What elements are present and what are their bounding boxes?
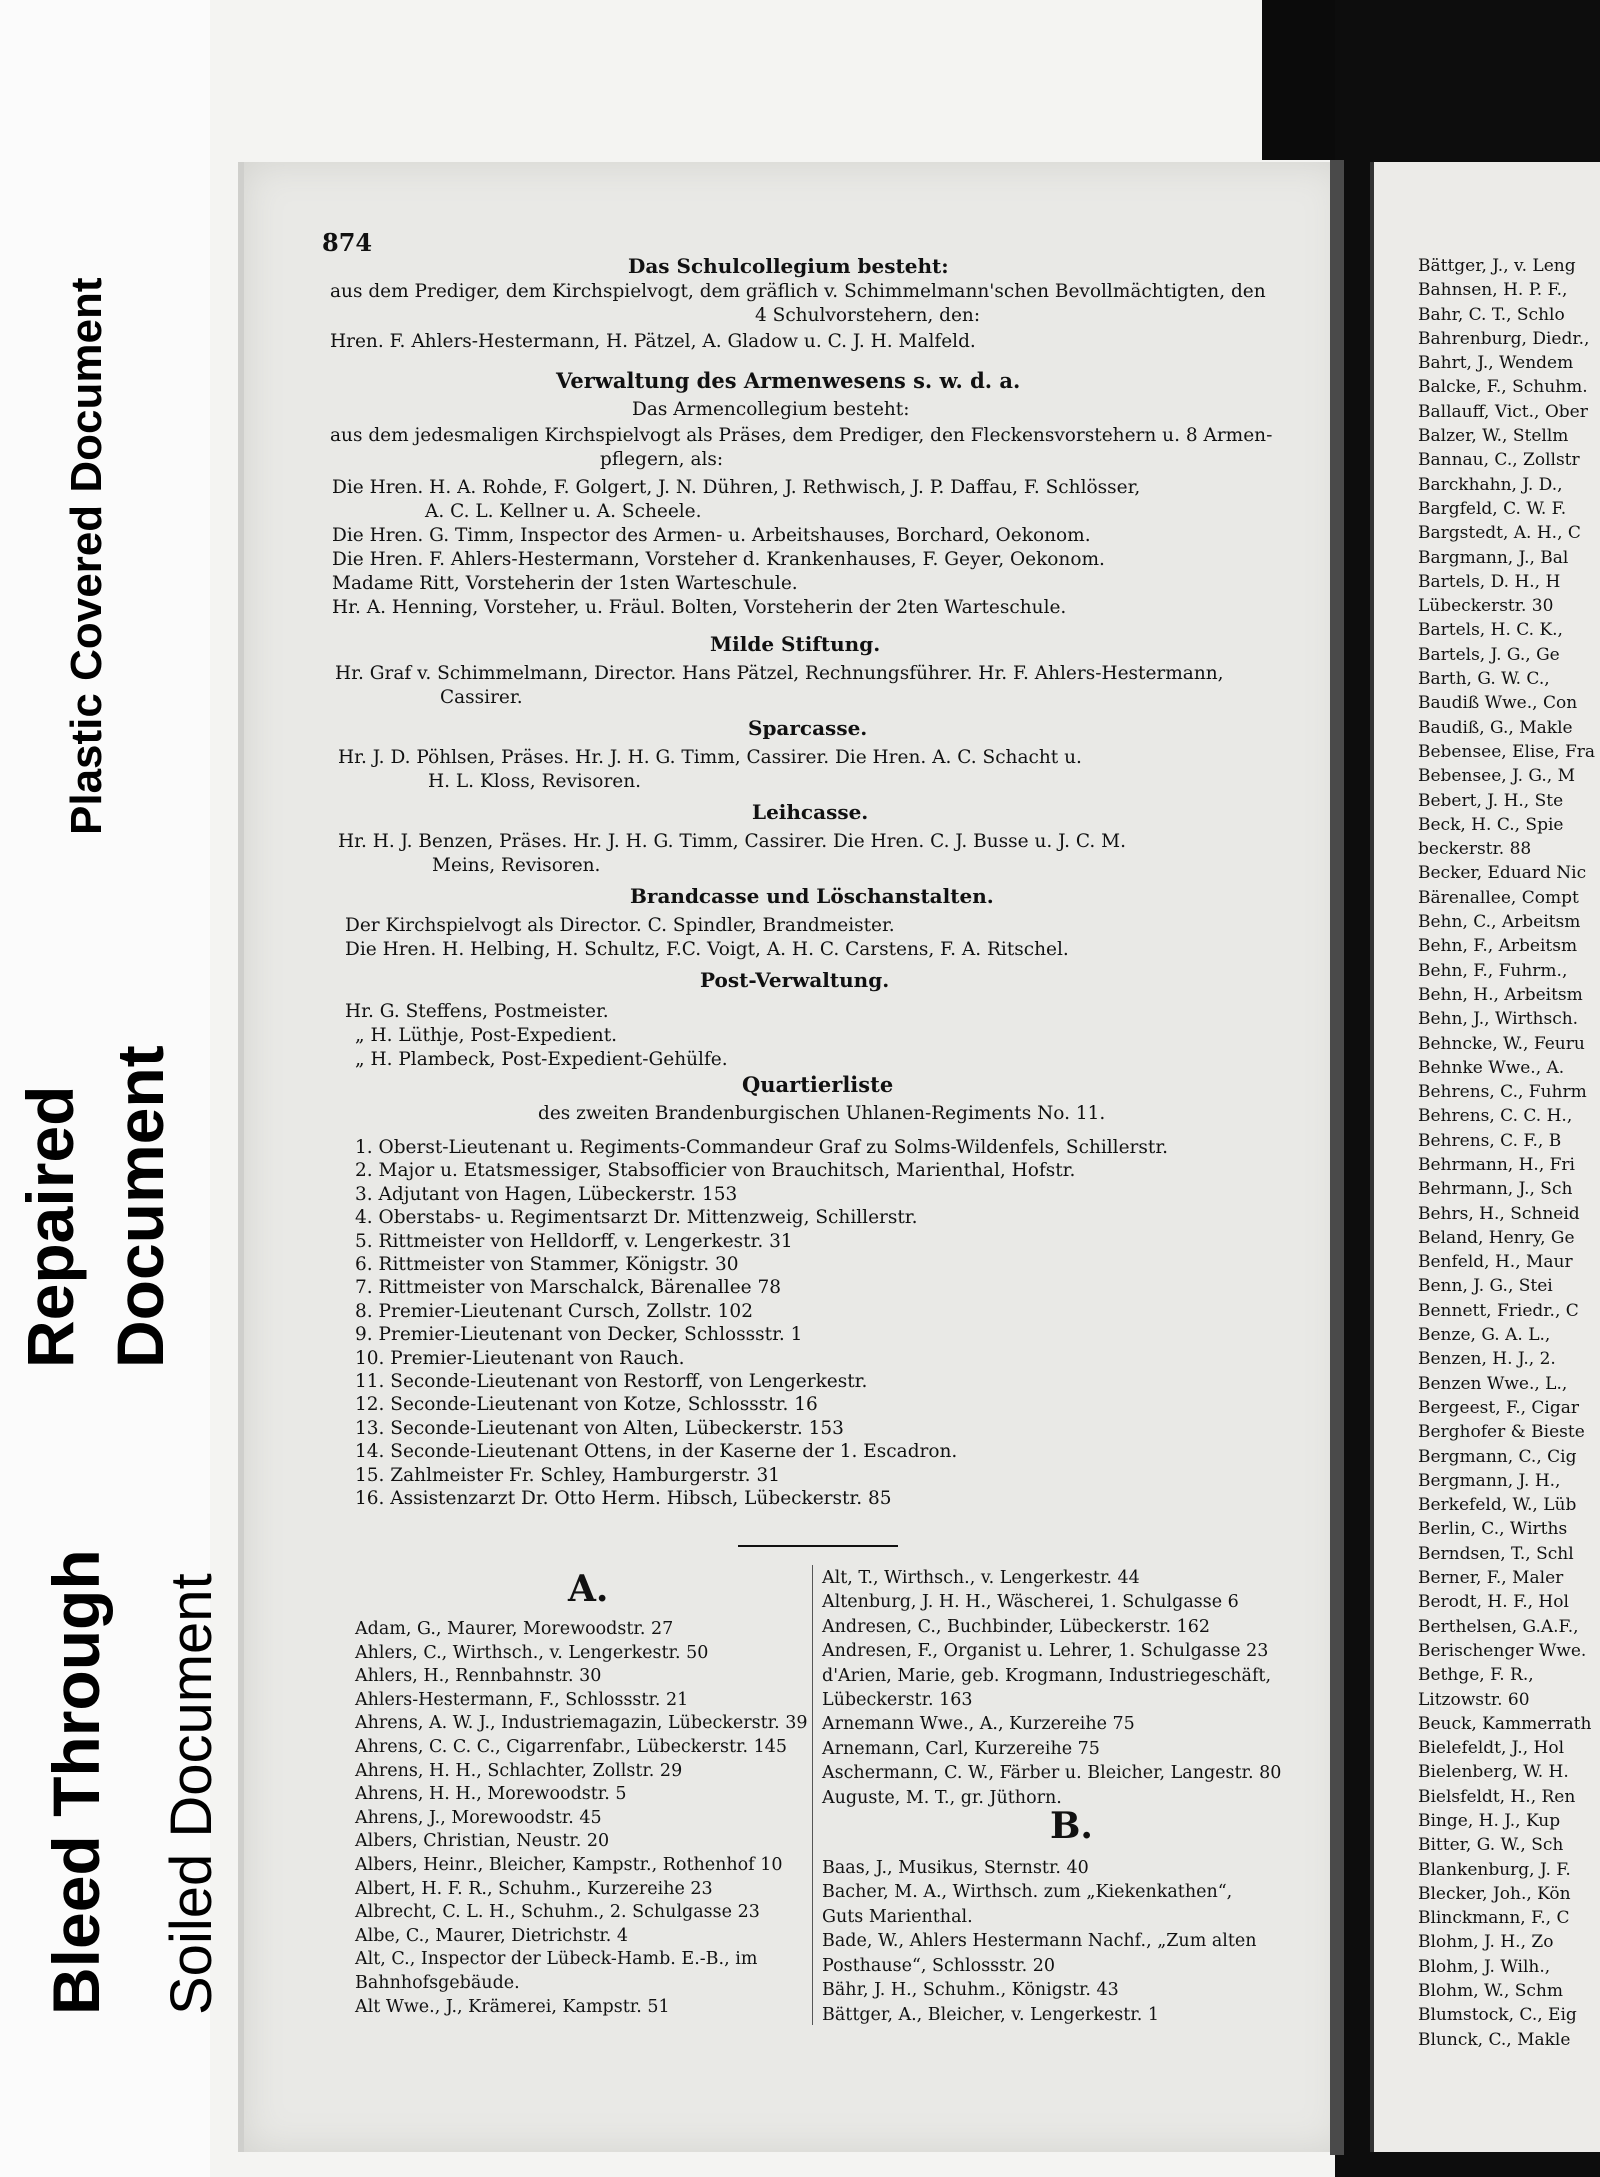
list-item: Bahrenburg, Diedr.,	[1418, 328, 1590, 349]
list-item: 13. Seconde-Lieutenant von Alten, Lübeckerstr. 153	[355, 1417, 844, 1439]
heading-leihcasse: Leihcasse.	[752, 800, 869, 824]
list-item: Berkefeld, W., Lüb	[1418, 1495, 1577, 1516]
brandcasse-line2: Die Hren. H. Helbing, H. Schultz, F.C. Voigt, A. H. C. Carstens, F. A. Ritschel.	[345, 939, 1069, 960]
heading-armenwesen: Verwaltung des Armenwesens s. w. d. a.	[556, 368, 1021, 393]
list-item: Behn, H., Arbeitsm	[1418, 984, 1583, 1005]
list-item: Ahlers, H., Rennbahnstr. 30	[355, 1666, 602, 1687]
list-item: Behncke, W., Feuru	[1418, 1033, 1585, 1054]
list-item: Litzowstr. 60	[1418, 1689, 1530, 1710]
list-item: 9. Premier-Lieutenant von Decker, Schlossstr. 1	[355, 1324, 803, 1346]
list-item: Bärenallee, Compt	[1418, 887, 1579, 908]
armencollegium-subtitle: Das Armencollegium besteht:	[632, 399, 910, 420]
list-item: Andresen, C., Buchbinder, Lübeckerstr. 162	[822, 1616, 1210, 1637]
list-item: Guts Marienthal.	[822, 1906, 973, 1927]
list-item: Balzer, W., Stellm	[1418, 426, 1569, 447]
list-item: Bebert, J. H., Ste	[1418, 790, 1564, 811]
list-item: Blecker, Joh., Kön	[1418, 1883, 1571, 1904]
list-item: 7. Rittmeister von Marschalck, Bärenallee 78	[355, 1277, 782, 1299]
sparcasse-line2: H. L. Kloss, Revisoren.	[428, 771, 642, 792]
list-item: Benfeld, H., Maur	[1418, 1252, 1573, 1273]
list-item: Alt, C., Inspector der Lübeck-Hamb. E.-B., im	[355, 1949, 758, 1970]
milde-line1: Hr. Graf v. Schimmelmann, Director. Hans Pätzel, Rechnungsführer. Hr. F. Ahlers-Hestermann,	[335, 663, 1224, 684]
list-item: Blinckmann, F., C	[1418, 1908, 1570, 1929]
list-item: Benn, J. G., Stei	[1418, 1276, 1553, 1297]
page-number: 874	[322, 228, 373, 257]
list-item: Barth, G. W. C.,	[1418, 669, 1550, 690]
list-item: Albers, Christian, Neustr. 20	[355, 1831, 610, 1852]
schulcollegium-line2: 4 Schulvorstehern, den:	[755, 305, 981, 326]
list-item: Bartels, J. G., Ge	[1418, 644, 1560, 665]
list-item: Bargmann, J., Bal	[1418, 547, 1569, 568]
list-item: Berthelsen, G.A.F.,	[1418, 1616, 1579, 1637]
list-item: Berodt, H. F., Hol	[1418, 1592, 1569, 1613]
list-item: 5. Rittmeister von Helldorff, v. Lengerkestr. 31	[355, 1230, 793, 1252]
list-item: Adam, G., Maurer, Morewoodstr. 27	[355, 1619, 674, 1639]
list-item: Alt, T., Wirthsch., v. Lengerkestr. 44	[822, 1568, 1140, 1588]
heading-post-verwaltung: Post-Verwaltung.	[700, 968, 890, 992]
list-item: Bahrt, J., Wendem	[1418, 353, 1574, 374]
list-item: 12. Seconde-Lieutenant von Kotze, Schlossstr. 16	[355, 1394, 818, 1416]
section-divider	[738, 1545, 898, 1547]
armenwesen-line6: Die Hren. F. Ahlers-Hestermann, Vorsteher d. Krankenhauses, F. Geyer, Oekonom.	[332, 549, 1105, 570]
list-item: Benzen, H. J., 2.	[1418, 1349, 1556, 1370]
list-item: d'Arien, Marie, geb. Krogmann, Industriegeschäft,	[822, 1665, 1272, 1686]
list-item: Ahrens, A. W. J., Industriemagazin, Lübeckerstr. 39	[355, 1713, 808, 1734]
list-item: Behrens, C. F., B	[1418, 1130, 1562, 1151]
list-item: Andresen, F., Organist u. Lehrer, 1. Schulgasse 23	[822, 1641, 1269, 1662]
list-item: Beuck, Kammerrath	[1418, 1713, 1592, 1734]
list-item: Lübeckerstr. 30	[1418, 596, 1554, 617]
list-item: 16. Assistenzarzt Dr. Otto Herm. Hibsch, Lübeckerstr. 85	[355, 1488, 892, 1510]
book-spine	[1330, 160, 1344, 2155]
list-item: Bennett, Friedr., C	[1418, 1300, 1579, 1321]
list-item: Bättger, J., v. Leng	[1418, 256, 1576, 276]
armenwesen-line2: pflegern, als:	[600, 449, 724, 470]
armenwesen-line5: Die Hren. G. Timm, Inspector des Armen- u. Arbeitshauses, Borchard, Oekonom.	[332, 525, 1091, 546]
right-page-directory-column	[1418, 254, 1600, 2052]
label-bleed-through: Bleed Through	[39, 1549, 113, 2015]
list-item: 15. Zahlmeister Fr. Schley, Hamburgerstr. 31	[355, 1464, 780, 1486]
label-repaired: Repaired	[13, 1085, 87, 1368]
list-item: Behn, C., Arbeitsm	[1418, 912, 1581, 933]
list-item: Behrens, C. C. H.,	[1418, 1106, 1573, 1127]
list-item: Ahlers-Hestermann, F., Schlossstr. 21	[355, 1689, 689, 1710]
label-soiled-document: Soiled Document	[159, 1573, 224, 2015]
armenwesen-line4: A. C. L. Kellner u. A. Scheele.	[425, 501, 702, 522]
quartier-list	[355, 1136, 1168, 1511]
list-item: Albert, H. F. R., Schuhm., Kurzereihe 23	[355, 1878, 713, 1899]
list-item: Bähr, J. H., Schuhm., Königstr. 43	[822, 1980, 1119, 2001]
list-item: Bahr, C. T., Schlo	[1418, 304, 1565, 325]
list-item: Blumstock, C., Eig	[1418, 2005, 1577, 2026]
list-item: Bitter, G. W., Sch	[1418, 1835, 1564, 1856]
leihcasse-line1: Hr. H. J. Benzen, Präses. Hr. J. H. G. Timm, Cassirer. Die Hren. C. J. Busse u. J. C. M.	[338, 831, 1126, 852]
list-item: Arnemann, Carl, Kurzereihe 75	[822, 1738, 1100, 1759]
heading-sparcasse: Sparcasse.	[748, 716, 868, 740]
list-item: Berndsen, T., Schl	[1418, 1543, 1574, 1564]
list-item: Auguste, M. T., gr. Jüthorn.	[822, 1787, 1062, 1808]
milde-line2: Cassirer.	[440, 687, 523, 708]
list-item: Bahnsen, H. P. F.,	[1418, 280, 1568, 301]
list-item: Behn, F., Fuhrm.,	[1418, 960, 1568, 981]
list-item: Baas, J., Musikus, Sternstr. 40	[822, 1858, 1089, 1879]
list-item: Benzen Wwe., L.,	[1418, 1373, 1568, 1394]
list-item: Behrmann, H., Fri	[1418, 1154, 1575, 1175]
list-item: Bannau, C., Zollstr	[1418, 450, 1580, 471]
post-line3: „ H. Plambeck, Post-Expedient-Gehülfe.	[355, 1049, 728, 1070]
list-item: Bartels, D. H., H	[1418, 571, 1561, 592]
list-item: 2. Major u. Etatsmessiger, Stabsofficier von Brauchitsch, Marienthal, Hofstr.	[355, 1160, 1076, 1182]
list-item: Blohm, J. H., Zo	[1418, 1932, 1554, 1953]
list-item: Albe, C., Maurer, Dietrichstr. 4	[355, 1925, 629, 1946]
list-item: Bade, W., Ahlers Hestermann Nachf., „Zum alten	[822, 1931, 1257, 1952]
schulcollegium-line3: Hren. F. Ahlers-Hestermann, H. Pätzel, A. Gladow u. C. J. H. Malfeld.	[330, 331, 976, 352]
list-item: Baudiß Wwe., Con	[1418, 693, 1578, 714]
armenwesen-line7: Madame Ritt, Vorsteherin der 1sten Warteschule.	[332, 573, 798, 594]
list-item: Albers, Heinr., Bleicher, Kampstr., Rothenhof 10	[355, 1854, 783, 1875]
list-item: 6. Rittmeister von Stammer, Königstr. 30	[355, 1254, 739, 1276]
quartier-subtitle: des zweiten Brandenburgischen Uhlanen-Regiments No. 11.	[538, 1103, 1106, 1124]
list-item: Bielsfeldt, H., Ren	[1418, 1786, 1576, 1807]
list-item: Berner, F., Maler	[1418, 1568, 1564, 1589]
post-line2: „ H. Lüthje, Post-Expedient.	[355, 1025, 618, 1046]
leihcasse-line2: Meins, Revisoren.	[432, 855, 601, 876]
armenwesen-line8: Hr. A. Henning, Vorsteher, u. Fräul. Bolten, Vorsteherin der 2ten Warteschule.	[332, 597, 1067, 618]
list-item: Posthause“, Schlossstr. 20	[822, 1955, 1056, 1976]
list-item: Berischenger Wwe.	[1418, 1640, 1587, 1661]
list-item: Bartels, H. C. K.,	[1418, 620, 1563, 641]
list-item: Bebensee, Elise, Fra	[1418, 741, 1596, 762]
section-letter-b: B.	[1050, 1805, 1093, 1848]
list-item: Behnke Wwe., A.	[1418, 1057, 1565, 1078]
list-item: Barckhahn, J. D.,	[1418, 474, 1563, 495]
list-item: Benze, G. A. L.,	[1418, 1325, 1551, 1346]
list-item: Bergmann, C., Cig	[1418, 1446, 1577, 1467]
list-item: Blankenburg, J. F.	[1418, 1859, 1571, 1880]
list-item: Berlin, C., Wirths	[1418, 1519, 1568, 1540]
list-item: Ahrens, H. H., Morewoodstr. 5	[355, 1784, 627, 1805]
list-item: Berghofer & Bieste	[1418, 1422, 1585, 1443]
list-item: Behrmann, J., Sch	[1418, 1179, 1573, 1200]
brandcasse-line1: Der Kirchspielvogt als Director. C. Spindler, Brandmeister.	[345, 915, 895, 936]
list-item: Bacher, M. A., Wirthsch. zum „Kiekenkathen“,	[822, 1882, 1233, 1903]
schulcollegium-line1: aus dem Prediger, dem Kirchspielvogt, dem gräflich v. Schimmelmann'schen Bevollmächtigten, den	[330, 281, 1266, 302]
armenwesen-line3: Die Hren. H. A. Rohde, F. Golgert, J. N. Dühren, J. Rethwisch, J. P. Daffau, F. Schlösser,	[332, 477, 1141, 498]
list-item: Ahlers, C., Wirthsch., v. Lengerkestr. 50	[355, 1642, 709, 1663]
section-b-heading-row	[822, 1805, 1281, 1856]
list-item: 1. Oberst-Lieutenant u. Regiments-Commandeur Graf zu Solms-Wildenfels, Schillerstr.	[355, 1137, 1169, 1158]
list-item: Behrens, C., Fuhrm	[1418, 1082, 1587, 1103]
directory-column-b	[822, 1566, 1281, 2027]
column-separator	[812, 1565, 813, 2025]
list-item: Ballauff, Vict., Ober	[1418, 401, 1588, 422]
heading-schulcollegium: Das Schulcollegium besteht:	[628, 254, 949, 278]
list-item: Arnemann Wwe., A., Kurzereihe 75	[822, 1714, 1135, 1735]
list-item: Bargstedt, A. H., C	[1418, 523, 1581, 544]
list-item: Balcke, F., Schuhm.	[1418, 377, 1588, 398]
directory-column-a	[355, 1618, 807, 2019]
list-item: Altenburg, J. H. H., Wäscherei, 1. Schulgasse 6	[822, 1592, 1239, 1613]
list-item: Lübeckerstr. 163	[822, 1690, 973, 1711]
list-item: Behn, F., Arbeitsm	[1418, 936, 1578, 957]
list-item: Aschermann, C. W., Färber u. Bleicher, Langestr. 80	[822, 1763, 1282, 1784]
list-item: 14. Seconde-Lieutenant Ottens, in der Kaserne der 1. Escadron.	[355, 1441, 958, 1463]
list-item: Baudiß, G., Makle	[1418, 717, 1573, 738]
list-item: Alt Wwe., J., Krämerei, Kampstr. 51	[355, 1996, 670, 2017]
list-item: Ahrens, C. C. C., Cigarrenfabr., Lübeckerstr. 145	[355, 1736, 788, 1757]
label-repaired-document: Document	[103, 1045, 177, 1368]
list-item: Beland, Henry, Ge	[1418, 1227, 1575, 1248]
list-item: Blohm, J. Wilh.,	[1418, 1956, 1551, 1977]
side-label-panel	[0, 0, 224, 2177]
list-item: Blohm, W., Schm	[1418, 1981, 1563, 2002]
list-item: Becker, Eduard Nic	[1418, 863, 1587, 884]
list-item: 11. Seconde-Lieutenant von Restorff, von Lengerkestr.	[355, 1371, 868, 1393]
list-item: Bethge, F. R.,	[1418, 1665, 1534, 1686]
post-line1: Hr. G. Steffens, Postmeister.	[345, 1001, 609, 1022]
armenwesen-line1: aus dem jedesmaligen Kirchspielvogt als Präses, dem Prediger, den Fleckensvorstehern u. 8 Armen-	[330, 425, 1273, 446]
list-item: beckerstr. 88	[1418, 839, 1532, 860]
section-letter-a: A.	[568, 1568, 609, 1610]
list-item: Blunck, C., Makle	[1418, 2029, 1571, 2050]
list-item: Bielenberg, W. H.	[1418, 1762, 1569, 1783]
list-item: Bergeest, F., Cigar	[1418, 1397, 1579, 1418]
label-plastic-covered: Plastic Covered Document	[62, 277, 111, 835]
heading-quartierliste: Quartierliste	[742, 1072, 894, 1097]
list-item: Ahrens, J., Morewoodstr. 45	[355, 1807, 602, 1828]
list-item: Bättger, A., Bleicher, v. Lengerkestr. 1	[822, 2004, 1160, 2025]
list-item: Bielefeldt, J., Hol	[1418, 1738, 1565, 1759]
list-item: Bergmann, J. H.,	[1418, 1470, 1561, 1491]
heading-brandcasse: Brandcasse und Löschanstalten.	[630, 884, 994, 908]
sparcasse-line1: Hr. J. D. Pöhlsen, Präses. Hr. J. H. G. Timm, Cassirer. Die Hren. A. C. Schacht u.	[338, 747, 1082, 768]
heading-milde-stiftung: Milde Stiftung.	[710, 632, 881, 656]
list-item: Binge, H. J., Kup	[1418, 1811, 1561, 1831]
list-item: Beck, H. C., Spie	[1418, 814, 1564, 835]
list-item: 3. Adjutant von Hagen, Lübeckerstr. 153	[355, 1183, 738, 1205]
list-item: 10. Premier-Lieutenant von Rauch.	[355, 1347, 685, 1369]
list-item: Bahnhofsgebäude.	[355, 1972, 520, 1993]
list-item: 8. Premier-Lieutenant Cursch, Zollstr. 102	[355, 1300, 753, 1322]
list-item: Behn, J., Wirthsch.	[1418, 1009, 1579, 1030]
list-item: 4. Oberstabs- u. Regimentsarzt Dr. Mittenzweig, Schillerstr.	[355, 1207, 918, 1229]
list-item: Albrecht, C. L. H., Schuhm., 2. Schulgasse 23	[355, 1902, 760, 1923]
list-item: Behrs, H., Schneid	[1418, 1203, 1580, 1224]
list-item: Ahrens, H. H., Schlachter, Zollstr. 29	[355, 1760, 683, 1781]
list-item: Bargfeld, C. W. F.	[1418, 498, 1567, 519]
list-item: Bebensee, J. G., M	[1418, 766, 1575, 787]
